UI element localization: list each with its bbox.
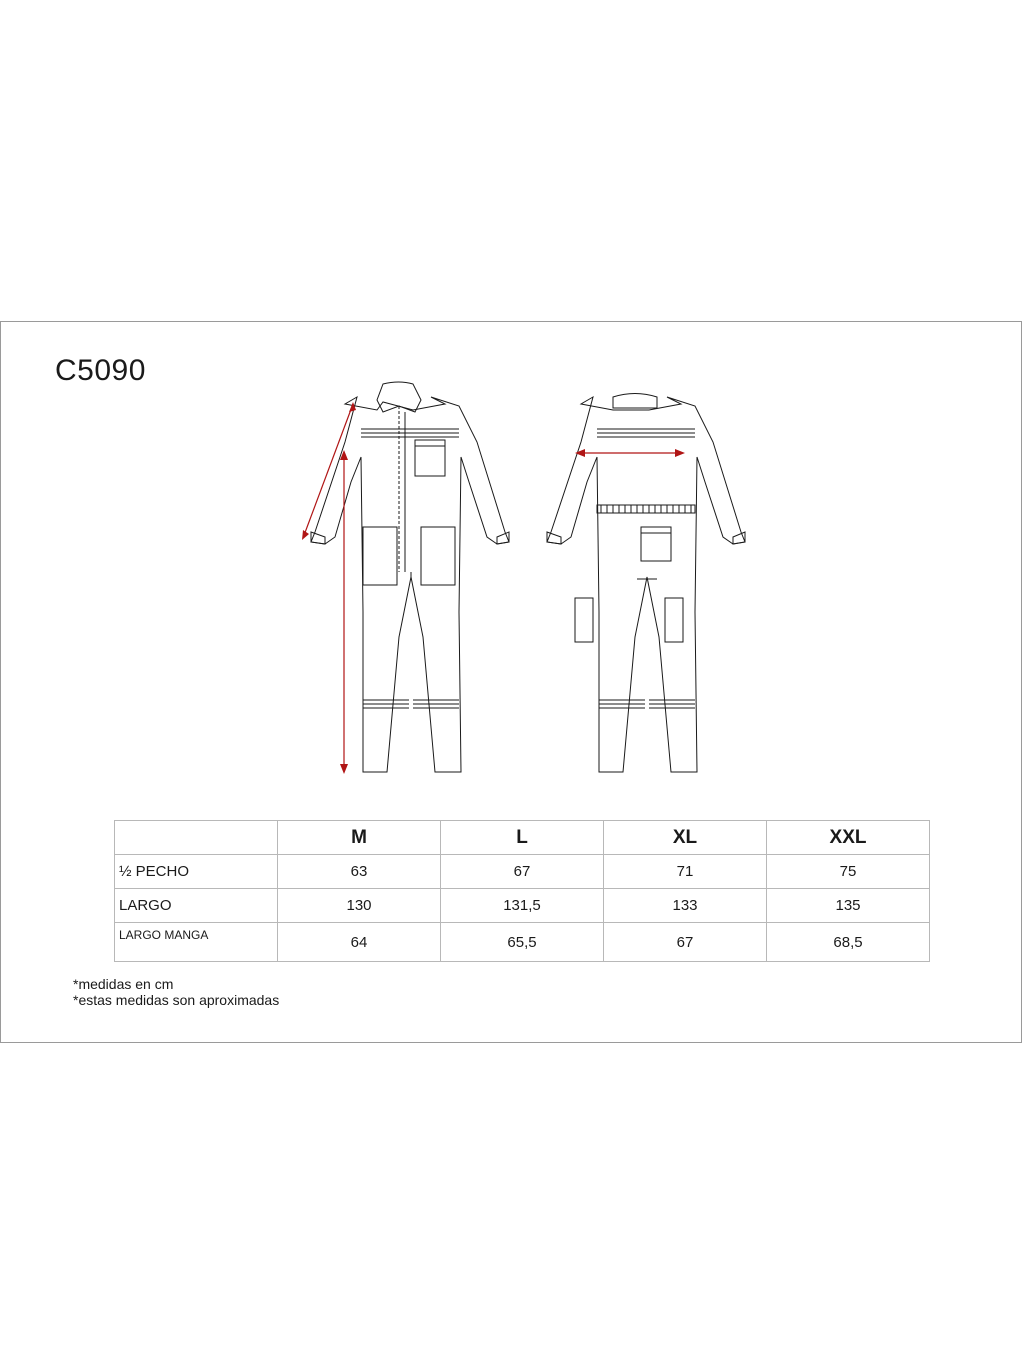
row-label-length: LARGO (115, 889, 278, 923)
footnote-approximate: *estas medidas son aproximadas (73, 992, 280, 1008)
table-cell: 63 (278, 855, 441, 889)
footnotes (73, 976, 279, 1008)
back-elastic-waist (597, 505, 695, 513)
back-leg-stripes (599, 700, 695, 708)
row-label-sleeve-length: LARGO MANGA (115, 923, 278, 962)
table-cell: 67 (441, 855, 604, 889)
table-cell: 133 (604, 889, 767, 923)
table-cell: 135 (767, 889, 930, 923)
front-chest-pocket (415, 440, 445, 476)
footnote-units: *medidas en cm (73, 976, 174, 992)
table-cell: 65,5 (441, 923, 604, 962)
coverall-back-view (547, 394, 745, 773)
size-header-row (115, 821, 930, 855)
size-header-m: M (278, 821, 441, 855)
coverall-front-view (311, 382, 509, 772)
coverall-technical-drawing (281, 372, 761, 782)
back-waist-ribbing (601, 505, 691, 513)
front-left-pocket (363, 527, 397, 585)
back-left-leg-pocket (575, 598, 593, 642)
front-leg-stripes (363, 700, 459, 708)
size-chart-sheet (0, 321, 1022, 1043)
table-row (115, 889, 930, 923)
table-cell: 130 (278, 889, 441, 923)
length-arrow-head-bottom (340, 764, 348, 774)
back-collar (613, 394, 657, 409)
size-header-xxl: XXL (767, 821, 930, 855)
back-hip-pocket (641, 527, 671, 561)
front-body-outline (311, 397, 509, 772)
table-row (115, 923, 930, 962)
product-code: C5090 (55, 354, 146, 387)
table-cell: 67 (604, 923, 767, 962)
back-yoke-stripe (597, 429, 695, 437)
table-cell: 64 (278, 923, 441, 962)
size-header-xl: XL (604, 821, 767, 855)
chest-arrow-head-right (675, 449, 685, 457)
table-cell: 131,5 (441, 889, 604, 923)
table-cell: 71 (604, 855, 767, 889)
length-arrow-head-top (340, 450, 348, 460)
size-header-empty (115, 821, 278, 855)
row-label-half-chest: ½ PECHO (115, 855, 278, 889)
size-header-l: L (441, 821, 604, 855)
back-right-leg-pocket (665, 598, 683, 642)
table-row (115, 855, 930, 889)
table-cell: 75 (767, 855, 930, 889)
front-yoke-stripe (361, 429, 459, 437)
sleeve-length-arrow (303, 404, 353, 538)
front-right-pocket (421, 527, 455, 585)
size-table (114, 820, 930, 962)
table-cell: 68,5 (767, 923, 930, 962)
